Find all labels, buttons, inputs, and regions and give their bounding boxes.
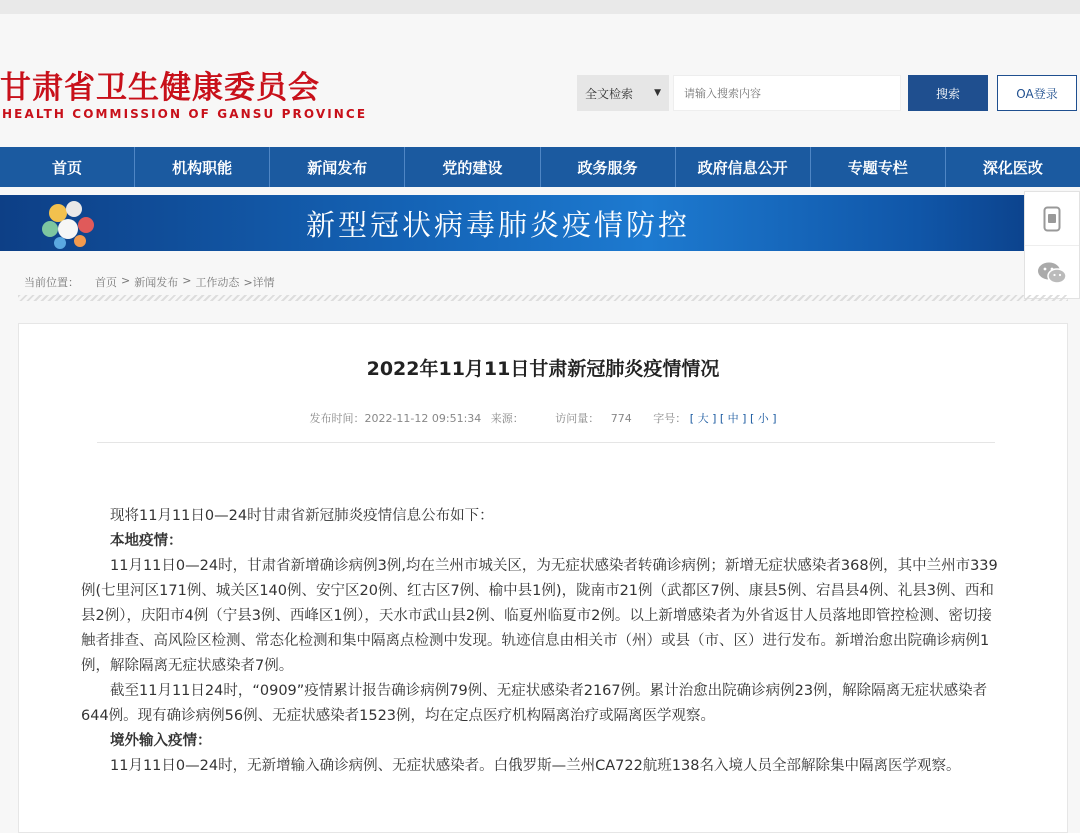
banner-emblem-icon	[36, 199, 106, 249]
side-wechat-button[interactable]	[1025, 246, 1079, 300]
article-meta	[19, 410, 1067, 426]
wechat-icon	[1037, 261, 1067, 285]
breadcrumb	[24, 274, 279, 290]
search-button[interactable]: 搜索	[908, 75, 988, 111]
font-size-label: 字号：	[653, 412, 687, 425]
meta-divider	[97, 442, 995, 443]
font-size-controls: [ 大 ] [ 中 ] [ 小 ]	[689, 412, 777, 425]
site-header	[0, 14, 1080, 147]
nav-item-home[interactable]: 首页	[0, 147, 135, 187]
article-panel	[18, 323, 1068, 833]
article-content	[81, 504, 1001, 779]
publish-time: 2022-11-12 09:51:34	[364, 412, 482, 425]
covid-banner[interactable]	[0, 195, 1080, 251]
article-paragraph: 现将11月11日0—24时甘肃省新冠肺炎疫情信息公布如下：	[110, 508, 494, 524]
nav-item-party[interactable]: 党的建设	[405, 147, 540, 187]
breadcrumb-divider	[18, 295, 1068, 301]
main-nav	[0, 147, 1080, 187]
font-size-small[interactable]: 小	[757, 412, 769, 425]
banner-title: 新型冠状病毒肺炎疫情防控	[306, 208, 691, 242]
nav-item-reform[interactable]: 深化医改	[982, 158, 1043, 177]
nav-item-services[interactable]: 政务服务	[541, 147, 676, 187]
article-title: 2022年11月11日甘肃新冠肺炎疫情情况	[366, 358, 720, 380]
caret-down-icon: ▼	[654, 88, 661, 98]
article-paragraph: 11月11日0—24时，无新增输入确诊病例、无症状感染者。白俄罗斯—兰州CA722航班138名入境人员全部解除集中隔离医学观察。	[110, 758, 961, 774]
publish-time-label: 发布时间：	[309, 412, 365, 425]
font-size-medium[interactable]: 中	[727, 412, 739, 425]
site-logo-english: HEALTH COMMISSION OF GANSU PROVINCE	[2, 107, 368, 121]
breadcrumb-work-updates[interactable]: 工作动态	[195, 276, 240, 289]
breadcrumb-separator: >	[182, 274, 192, 287]
oa-login-button[interactable]: OA登录	[997, 75, 1077, 111]
breadcrumb-detail: >详情	[243, 276, 275, 289]
section-heading-local: 本地疫情：	[110, 533, 183, 549]
section-heading-imported: 境外输入疫情：	[110, 733, 212, 749]
article-paragraph: 11月11日0—24时，甘肃省新增确诊病例3例,均在兰州市城关区，为无症状感染者转确诊病例；新增无症状感染者368例，其中兰州市339例(七里河区171例、城关区140例、安宁区20例、红古区7例、榆中县1例)，陇南市21例（武都区7例、康县5例、宕昌县4例、礼县3例、西和县2例），庆阳市4例（宁县3例、西峰区1例），天水市武山县2例、临夏州临夏市2例。以上新增感染者为外省返甘人员落地即管控检测、密切接触者排查、高风险区检测、常态化检测和集中隔离点检测中发现。轨迹信息由相关市（州）或县（市、区）进行发布。新增治愈出院确诊病例1例，解除隔离无症状感染者7例。	[81, 558, 998, 674]
views-label: 访问量：	[555, 412, 600, 425]
nav-item-organization[interactable]: 机构职能	[135, 147, 270, 187]
search-type-label: 全文检索	[585, 86, 634, 101]
views-count: 774	[610, 412, 632, 425]
font-size-large[interactable]: 大	[697, 412, 709, 425]
breadcrumb-home[interactable]: 首页	[95, 276, 117, 289]
nav-item-news[interactable]: 新闻发布	[270, 147, 405, 187]
source-label: 来源：	[490, 412, 524, 425]
side-float-panel	[1024, 191, 1080, 299]
search-type-select[interactable]	[577, 75, 669, 111]
site-logo-chinese[interactable]: 甘肃省卫生健康委员会	[0, 70, 320, 106]
breadcrumb-separator: >	[121, 274, 131, 287]
breadcrumb-news[interactable]: 新闻发布	[134, 276, 179, 289]
article-paragraph: 截至11月11日24时，“0909”疫情累计报告确诊病例79例、无症状感染者2167例。累计治愈出院确诊病例23例，解除隔离无症状感染者644例。现有确诊病例56例、无症状感染者1523例，均在定点医疗机构隔离治疗或隔离医学观察。	[81, 683, 988, 724]
nav-item-info-disclosure[interactable]: 政府信息公开	[676, 147, 811, 187]
nav-item-topics[interactable]: 专题专栏	[811, 147, 946, 187]
top-strip	[0, 0, 1080, 14]
side-phone-button[interactable]	[1025, 192, 1079, 246]
breadcrumb-label: 当前位置：	[24, 276, 79, 289]
search-input[interactable]	[673, 75, 901, 111]
phone-icon	[1043, 206, 1061, 232]
